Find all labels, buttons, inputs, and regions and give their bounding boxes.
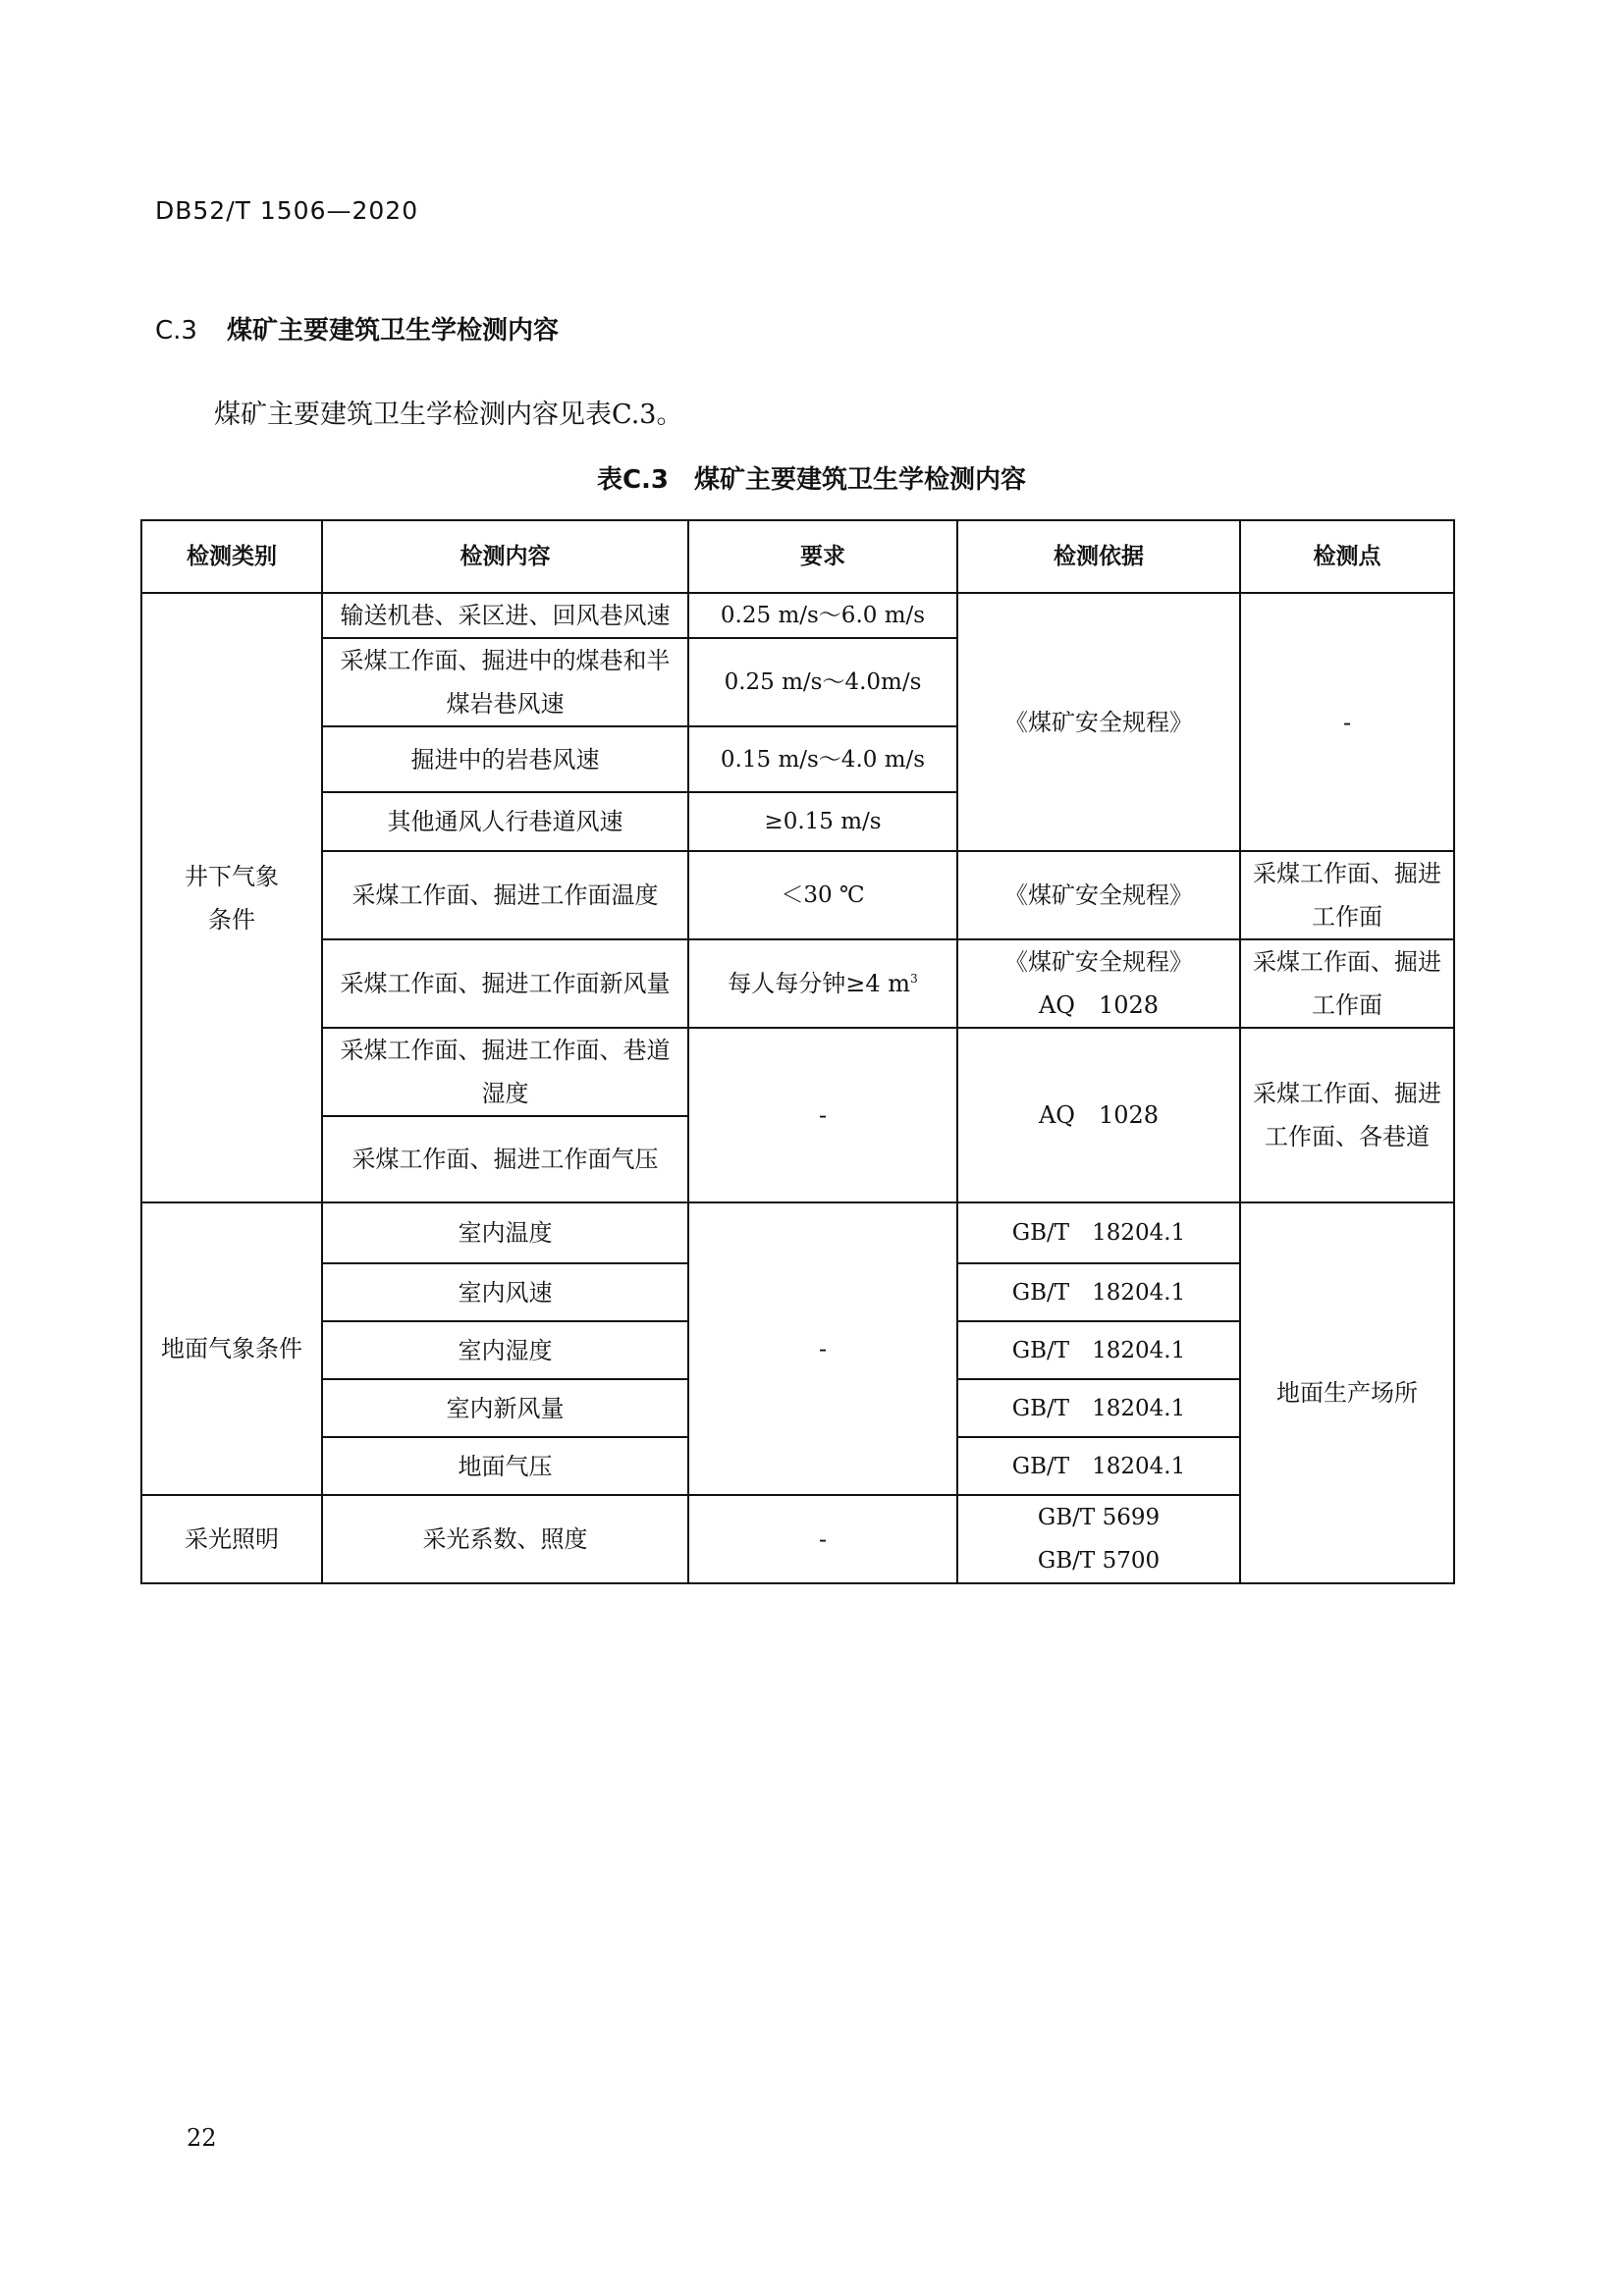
intro-paragraph: 煤矿主要建筑卫生学检测内容见表C.3。 bbox=[214, 400, 683, 430]
content-cell: 采煤工作面、掘进工作面温度 bbox=[322, 851, 688, 939]
page-number: 22 bbox=[187, 2124, 217, 2152]
requirement-cell: 0.15 m/s～4.0 m/s bbox=[688, 726, 957, 792]
requirement-cell: - bbox=[688, 1495, 957, 1583]
section-heading bbox=[155, 310, 559, 347]
table-row bbox=[141, 851, 1454, 939]
content-cell: 室内湿度 bbox=[322, 1321, 688, 1379]
table-row bbox=[141, 1202, 1454, 1263]
basis-cell: GB/T 5699 GB/T 5700 bbox=[957, 1495, 1240, 1583]
requirement-cell: ＜30 ℃ bbox=[688, 851, 957, 939]
requirement-cell: - bbox=[688, 1028, 957, 1202]
basis-cell: GB/T 18204.1 bbox=[957, 1379, 1240, 1437]
content-cell: 其他通风人行巷道风速 bbox=[322, 792, 688, 851]
requirement-cell: ≥0.15 m/s bbox=[688, 792, 957, 851]
table-caption-number: 表C.3 bbox=[596, 465, 670, 495]
content-cell: 地面气压 bbox=[322, 1437, 688, 1495]
category-cell: 采光照明 bbox=[141, 1495, 322, 1583]
header-cell: 检测依据 bbox=[957, 520, 1240, 593]
content-cell: 室内新风量 bbox=[322, 1379, 688, 1437]
requirement-cell: 每人每分钟≥4 $m^3$ bbox=[688, 939, 957, 1028]
table-row bbox=[141, 939, 1454, 1028]
requirement-cell: - bbox=[688, 1202, 957, 1495]
requirement-cell: 0.25 m/s～6.0 m/s bbox=[688, 593, 957, 638]
table-row bbox=[141, 1028, 1454, 1116]
table-caption bbox=[0, 459, 1623, 496]
content-cell: 输送机巷、采区进、回风巷风速 bbox=[322, 593, 688, 638]
content-cell: 采光系数、照度 bbox=[322, 1495, 688, 1583]
requirement-cell: 0.25 m/s～4.0m/s bbox=[688, 638, 957, 726]
content-cell: 采煤工作面、掘进工作面、巷道 湿度 bbox=[322, 1028, 688, 1116]
basis-cell: GB/T 18204.1 bbox=[957, 1263, 1240, 1321]
basis-cell: GB/T 18204.1 bbox=[957, 1437, 1240, 1495]
point-cell: 地面生产场所 bbox=[1240, 1202, 1454, 1583]
table-header-row bbox=[141, 520, 1454, 593]
table-row bbox=[141, 593, 1454, 638]
inspection-table bbox=[140, 519, 1455, 1584]
section-number: C.3 bbox=[155, 316, 197, 346]
content-cell: 采煤工作面、掘进中的煤巷和半 煤岩巷风速 bbox=[322, 638, 688, 726]
table-caption-title: 煤矿主要建筑卫生学检测内容 bbox=[694, 465, 1027, 495]
content-cell: 室内风速 bbox=[322, 1263, 688, 1321]
content-cell: 采煤工作面、掘进工作面气压 bbox=[322, 1116, 688, 1202]
basis-cell: 《煤矿安全规程》 bbox=[957, 851, 1240, 939]
basis-cell: 《煤矿安全规程》 bbox=[957, 593, 1240, 851]
category-cell: 地面气象条件 bbox=[141, 1202, 322, 1495]
point-cell: 采煤工作面、掘进 工作面 bbox=[1240, 851, 1454, 939]
point-cell: 采煤工作面、掘进 工作面、各巷道 bbox=[1240, 1028, 1454, 1202]
content-cell: 室内温度 bbox=[322, 1202, 688, 1263]
basis-cell: 《煤矿安全规程》 AQ 1028 bbox=[957, 939, 1240, 1028]
point-cell: 采煤工作面、掘进 工作面 bbox=[1240, 939, 1454, 1028]
point-cell: - bbox=[1240, 593, 1454, 851]
basis-cell: GB/T 18204.1 bbox=[957, 1202, 1240, 1263]
document-code: DB52/T 1506—2020 bbox=[155, 196, 419, 225]
header-cell: 要求 bbox=[688, 520, 957, 593]
category-cell: 井下气象 条件 bbox=[141, 593, 322, 1202]
content-cell: 掘进中的岩巷风速 bbox=[322, 726, 688, 792]
header-cell: 检测点 bbox=[1240, 520, 1454, 593]
basis-cell: GB/T 18204.1 bbox=[957, 1321, 1240, 1379]
header-cell: 检测类别 bbox=[141, 520, 322, 593]
header-cell: 检测内容 bbox=[322, 520, 688, 593]
basis-cell: AQ 1028 bbox=[957, 1028, 1240, 1202]
section-title: 煤矿主要建筑卫生学检测内容 bbox=[226, 316, 559, 346]
content-cell: 采煤工作面、掘进工作面新风量 bbox=[322, 939, 688, 1028]
